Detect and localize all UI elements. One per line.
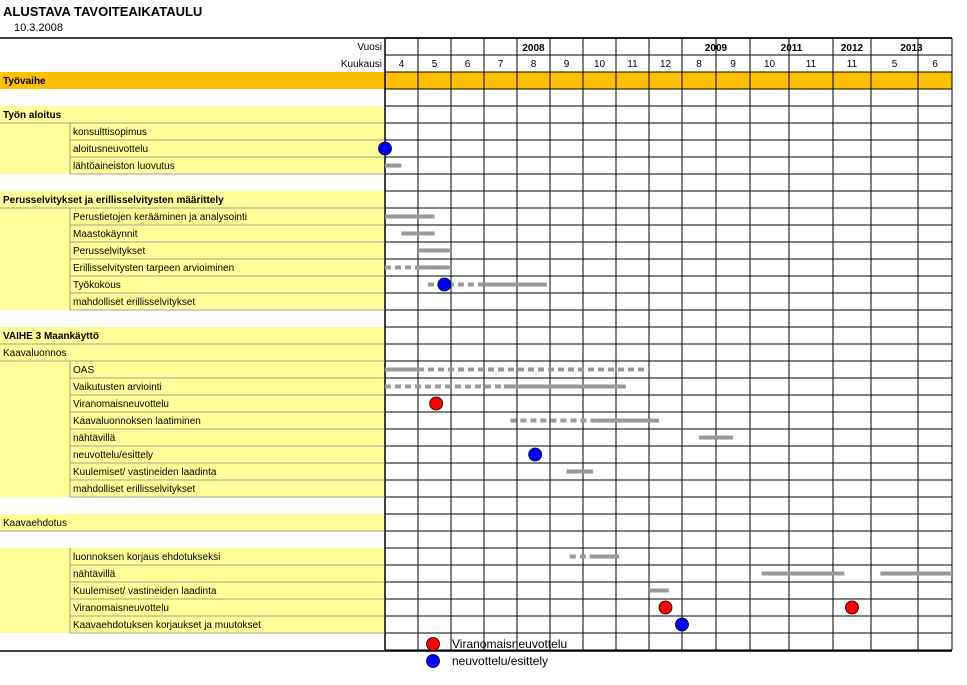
task-label: Viranomaisneuvottelu <box>73 603 169 614</box>
subsection-label: Kaavaehdotus <box>3 518 67 529</box>
task-row-bg <box>0 378 385 395</box>
month-label: 4 <box>398 59 405 70</box>
task-label: luonnoksen korjaus ehdotukseksi <box>73 552 221 563</box>
legend-label: Viranomaisneuvottelu <box>452 637 568 651</box>
month-label: 5 <box>891 59 898 70</box>
month-label: 10 <box>763 59 776 70</box>
task-label: Perustietojen kerääminen ja analysointi <box>73 212 247 223</box>
task-row-bg <box>0 225 385 242</box>
month-label: 8 <box>696 59 702 70</box>
task-row-bg <box>0 123 385 140</box>
page-title: ALUSTAVA TAVOITEAIKATAULU <box>3 4 203 19</box>
legend-label: neuvottelu/esittely <box>452 654 549 668</box>
task-row-bg <box>0 395 385 412</box>
month-label: 9 <box>730 59 736 70</box>
section-label: VAIHE 3 Maankäyttö <box>3 331 99 342</box>
task-label: nähtävillä <box>73 433 116 444</box>
month-header-label: Kuukausi <box>340 59 382 70</box>
month-label: 7 <box>497 59 504 70</box>
task-label: nähtävillä <box>73 569 116 580</box>
legend-blue-marker <box>427 655 440 668</box>
year-label: 2011 <box>780 43 803 54</box>
task-label: Työkokous <box>73 280 121 291</box>
month-label: 6 <box>932 59 938 70</box>
year-label: 2013 <box>900 43 923 54</box>
month-label: 8 <box>530 59 537 70</box>
phase-header-row <box>0 72 952 89</box>
authority-meeting-marker <box>659 601 672 614</box>
year-header-label: Vuosi <box>357 42 382 53</box>
meeting-marker <box>438 278 451 291</box>
task-label: Kaavaehdotuksen korjaukset ja muutokset <box>73 620 261 631</box>
task-row-bg <box>0 157 385 174</box>
task-label: lähtöaineiston luovutus <box>73 161 175 172</box>
legend-red-marker <box>427 638 440 651</box>
month-label: 6 <box>464 59 471 70</box>
task-label: Vaikutusten arviointi <box>73 382 162 393</box>
task-label: neuvottelu/esittely <box>73 450 154 461</box>
month-label: 11 <box>627 59 638 70</box>
section-label: Perusselvitykset ja erillisselvitysten määrittely <box>3 195 224 206</box>
task-label: Kuulemiset/ vastineiden laadinta <box>73 586 217 597</box>
section-label: Työn aloitus <box>3 110 62 121</box>
task-label: Perusselvitykset <box>73 246 146 257</box>
task-row-bg <box>0 565 385 582</box>
task-row-bg <box>0 446 385 463</box>
document-date: 10.3.2008 <box>14 22 63 34</box>
task-label: aloitusneuvottelu <box>73 144 149 155</box>
task-label: mahdolliset erillisselvitykset <box>73 484 196 495</box>
task-row-bg <box>0 140 385 157</box>
task-row-bg <box>0 599 385 616</box>
subsection-label: Kaavaluonnos <box>3 348 67 359</box>
task-row-bg <box>0 361 385 378</box>
task-label: Kuulemiset/ vastineiden laadinta <box>73 467 217 478</box>
month-label: 11 <box>805 59 817 70</box>
task-label: Kaavaluonnoksen laatiminen <box>73 416 201 427</box>
month-label: 5 <box>431 59 438 70</box>
year-label: 2008 <box>522 43 545 54</box>
month-label: 9 <box>563 59 570 70</box>
month-label: 11 <box>846 59 858 70</box>
task-label: OAS <box>73 365 95 376</box>
year-label: 2009 <box>704 43 728 54</box>
meeting-marker <box>676 618 689 631</box>
meeting-marker <box>379 142 392 155</box>
task-label: konsulttisopimus <box>73 127 147 138</box>
year-label: 2012 <box>840 43 864 54</box>
task-label: mahdolliset erillisselvitykset <box>73 297 196 308</box>
authority-meeting-marker <box>846 601 859 614</box>
month-label: 12 <box>659 59 672 70</box>
month-label: 10 <box>593 59 606 70</box>
task-row-bg <box>0 242 385 259</box>
task-label: Viranomaisneuvottelu <box>73 399 169 410</box>
task-label: Erillisselvitysten tarpeen arvioiminen <box>73 263 235 274</box>
task-label: Maastokäynnit <box>73 229 138 240</box>
task-row-bg <box>0 429 385 446</box>
authority-meeting-marker <box>430 397 443 410</box>
task-row-bg <box>0 276 385 293</box>
meeting-marker <box>529 448 542 461</box>
phase-label: Työvaihe <box>3 76 46 87</box>
